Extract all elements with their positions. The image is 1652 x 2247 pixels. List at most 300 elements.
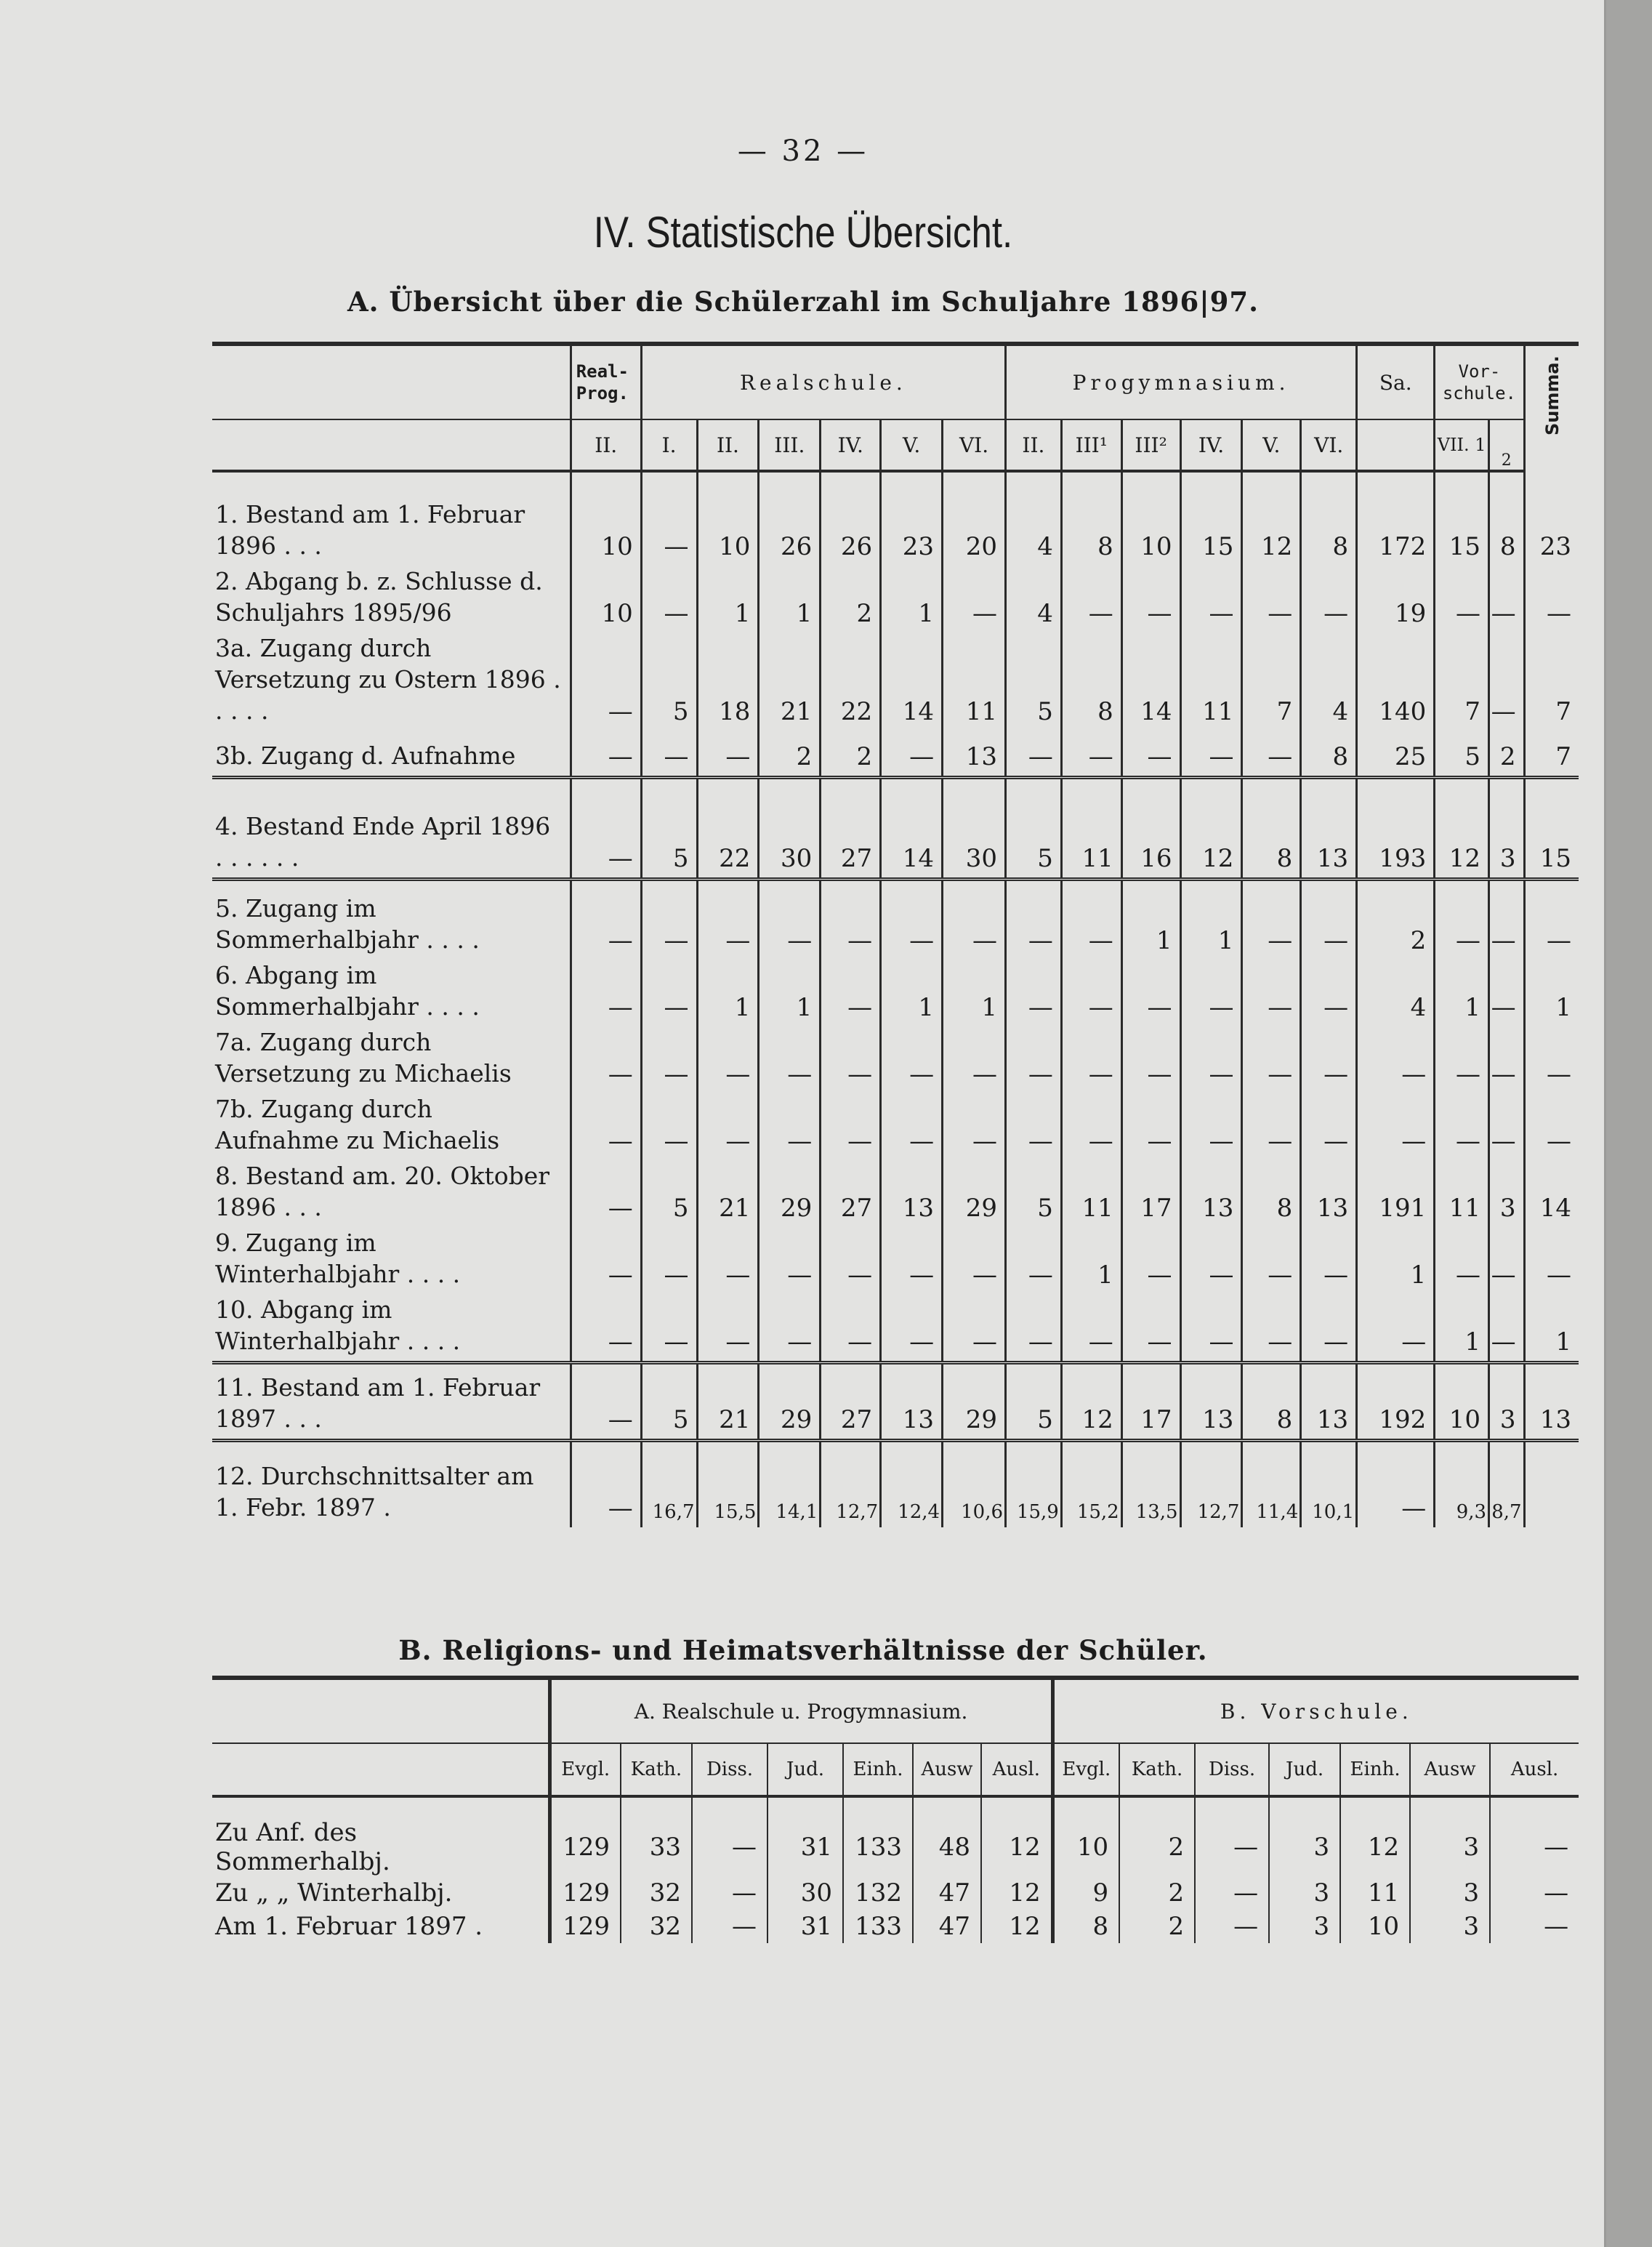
cell: — xyxy=(1195,1876,1269,1910)
cell: — xyxy=(1524,1227,1579,1294)
cell: — xyxy=(571,1160,641,1227)
cell: — xyxy=(1242,1093,1301,1160)
col-header: VII. 1 xyxy=(1435,419,1489,471)
group-summa xyxy=(1524,344,1579,471)
cell: 15 xyxy=(1524,777,1579,879)
cell: 15,9 xyxy=(1006,1440,1062,1527)
group-realprog: Real-Prog. xyxy=(571,344,641,419)
table-row xyxy=(212,879,1579,960)
cell: 3 xyxy=(1410,1796,1490,1876)
cell: 12 xyxy=(1435,777,1489,879)
cell: 2 xyxy=(1357,879,1435,960)
cell: — xyxy=(641,879,697,960)
section-b-heading: B. Religions- und Heimatsverhältnisse der Schüler. xyxy=(398,1634,1208,1666)
cell: — xyxy=(1180,1026,1242,1093)
cell: — xyxy=(1489,632,1525,731)
cell: — xyxy=(697,731,759,777)
group-header-row xyxy=(212,1678,1579,1743)
cell: 11,4 xyxy=(1242,1440,1301,1527)
col-header: II. xyxy=(571,419,641,471)
cell: 1 xyxy=(943,960,1006,1026)
cell: 7 xyxy=(1435,632,1489,731)
col-header: III¹ xyxy=(1061,419,1121,471)
cell: — xyxy=(1006,879,1062,960)
cell: 31 xyxy=(767,1796,843,1876)
cell: — xyxy=(1435,1093,1489,1160)
cell: 1 xyxy=(1061,1227,1121,1294)
cell: 1 xyxy=(1357,1227,1435,1294)
cell: 10 xyxy=(1435,1362,1489,1440)
cell: 2 xyxy=(759,731,821,777)
cell: 12,4 xyxy=(881,1440,943,1527)
cell: 7 xyxy=(1524,731,1579,777)
cell: 12 xyxy=(1340,1796,1410,1876)
cell: 26 xyxy=(759,471,821,566)
col-header: V. xyxy=(1242,419,1301,471)
pupil-count-table xyxy=(212,342,1579,1527)
col-header: II. xyxy=(1006,419,1062,471)
header-blank-2 xyxy=(212,1743,549,1796)
row-label: 10. Abgang im Winterhalbjahr . . . . xyxy=(215,1295,461,1355)
cell: — xyxy=(1006,1227,1062,1294)
cell: — xyxy=(1242,731,1301,777)
cell: 30 xyxy=(767,1876,843,1910)
cell: 3 xyxy=(1269,1910,1340,1943)
cell: 1 xyxy=(759,566,821,632)
cell: 13 xyxy=(1301,777,1357,879)
cell: — xyxy=(821,879,881,960)
cell: — xyxy=(1195,1796,1269,1876)
cell: 172 xyxy=(1357,471,1435,566)
table-row xyxy=(212,1796,1579,1876)
cell: 8 xyxy=(1301,471,1357,566)
cell: — xyxy=(881,879,943,960)
cell: 5 xyxy=(641,632,697,731)
col-header: Einh. xyxy=(1340,1743,1410,1796)
cell: 4 xyxy=(1006,566,1062,632)
cell: 12 xyxy=(1061,1362,1121,1440)
col-header: Diss. xyxy=(1195,1743,1269,1796)
cell: 12,7 xyxy=(1180,1440,1242,1527)
cell: — xyxy=(571,1440,641,1527)
col-header: III² xyxy=(1121,419,1180,471)
cell: — xyxy=(1121,1227,1180,1294)
cell: — xyxy=(641,471,697,566)
cell: 15 xyxy=(1180,471,1242,566)
cell: — xyxy=(1490,1876,1579,1910)
cell: — xyxy=(1006,731,1062,777)
cell: — xyxy=(1301,960,1357,1026)
cell: — xyxy=(759,1093,821,1160)
cell: 10,1 xyxy=(1301,1440,1357,1527)
cell: 7 xyxy=(1242,632,1301,731)
cell: 5 xyxy=(641,1362,697,1440)
row-label: 3b. Zugang d. Aufnahme xyxy=(215,741,516,770)
cell: — xyxy=(1490,1910,1579,1943)
cell: 15 xyxy=(1435,471,1489,566)
cell: — xyxy=(697,879,759,960)
cell: 133 xyxy=(843,1910,913,1943)
cell: — xyxy=(692,1876,767,1910)
cell: — xyxy=(881,1093,943,1160)
cell: — xyxy=(1121,1294,1180,1363)
cell: 2 xyxy=(1119,1796,1195,1876)
cell: — xyxy=(1524,1093,1579,1160)
cell: 2 xyxy=(1119,1910,1195,1943)
col-header: Jud. xyxy=(767,1743,843,1796)
cell: — xyxy=(821,1093,881,1160)
cell: — xyxy=(1006,1294,1062,1363)
group-a: A. Realschule u. Progymnasium. xyxy=(549,1678,1052,1743)
cell: 13 xyxy=(1180,1362,1242,1440)
cell: 29 xyxy=(759,1160,821,1227)
cell: — xyxy=(1489,1294,1525,1363)
cell: 47 xyxy=(913,1876,981,1910)
cell: — xyxy=(1357,1440,1435,1527)
cell: 5 xyxy=(641,777,697,879)
cell: 13 xyxy=(1524,1362,1579,1440)
cell: 16 xyxy=(1121,777,1180,879)
cell: — xyxy=(697,1227,759,1294)
col-header: Kath. xyxy=(621,1743,692,1796)
row-label: 9. Zugang im Winterhalbjahr . . . . xyxy=(215,1228,461,1288)
cell: — xyxy=(1301,879,1357,960)
cell: — xyxy=(571,731,641,777)
cell: 133 xyxy=(843,1796,913,1876)
cell: 1 xyxy=(881,960,943,1026)
table-row xyxy=(212,1876,1579,1910)
cell: — xyxy=(1061,1093,1121,1160)
cell: 31 xyxy=(767,1910,843,1943)
table-row xyxy=(212,632,1579,731)
cell: — xyxy=(571,960,641,1026)
cell: — xyxy=(881,731,943,777)
row-label: 8. Bestand am. 20. Oktober 1896 . . . xyxy=(215,1161,550,1221)
cell: — xyxy=(943,1227,1006,1294)
page-number: — 32 — xyxy=(737,134,869,168)
page-title: IV. Statistische Übersicht. xyxy=(593,208,1013,257)
col-header: II. xyxy=(697,419,759,471)
cell: 13 xyxy=(1180,1160,1242,1227)
cell: — xyxy=(571,1294,641,1363)
cell: — xyxy=(1242,879,1301,960)
row-label: 11. Bestand am 1. Februar 1897 . . . xyxy=(212,1362,571,1440)
table-row xyxy=(212,1227,1579,1294)
cell: 129 xyxy=(549,1796,621,1876)
cell: — xyxy=(759,1294,821,1363)
cell: — xyxy=(571,879,641,960)
cell: 3 xyxy=(1410,1910,1490,1943)
religion-table xyxy=(212,1676,1579,1943)
cell: 1 xyxy=(697,566,759,632)
cell: 17 xyxy=(1121,1160,1180,1227)
cell: 10,6 xyxy=(943,1440,1006,1527)
cell: 12 xyxy=(981,1796,1052,1876)
cell: 14 xyxy=(881,632,943,731)
table-row xyxy=(212,1440,1579,1527)
cell: 11 xyxy=(1435,1160,1489,1227)
cell: 11 xyxy=(1340,1876,1410,1910)
table-row xyxy=(212,566,1579,632)
cell: 10 xyxy=(571,471,641,566)
col-header: Einh. xyxy=(843,1743,913,1796)
cell: 129 xyxy=(549,1910,621,1943)
cell: 3 xyxy=(1269,1876,1340,1910)
cell: — xyxy=(1121,1093,1180,1160)
col-header: Ausl. xyxy=(981,1743,1052,1796)
cell: 4 xyxy=(1357,960,1435,1026)
table-row xyxy=(212,777,1579,879)
cell: 21 xyxy=(697,1160,759,1227)
cell: — xyxy=(1180,1294,1242,1363)
col-header: Ausl. xyxy=(1490,1743,1579,1796)
cell: — xyxy=(881,1026,943,1093)
cell: — xyxy=(1435,566,1489,632)
row-label: 1. Bestand am 1. Februar 1896 . . . xyxy=(215,500,525,560)
cell: — xyxy=(821,1026,881,1093)
cell: — xyxy=(1490,1796,1579,1876)
table-row xyxy=(212,1362,1579,1440)
cell: 8 xyxy=(1489,471,1525,566)
cell: 47 xyxy=(913,1910,981,1943)
cell: 12,7 xyxy=(821,1440,881,1527)
table-row xyxy=(212,1160,1579,1227)
col-header: Evgl. xyxy=(1052,1743,1119,1796)
cell: 1 xyxy=(1180,879,1242,960)
cell: 3 xyxy=(1489,1362,1525,1440)
cell: 2 xyxy=(1489,731,1525,777)
cell: 9,3 xyxy=(1435,1440,1489,1527)
cell xyxy=(1524,1440,1579,1527)
header-blank-2 xyxy=(212,419,571,471)
cell: — xyxy=(1301,1227,1357,1294)
cell: — xyxy=(943,879,1006,960)
cell: 1 xyxy=(881,566,943,632)
cell: — xyxy=(571,1093,641,1160)
cell: 5 xyxy=(1435,731,1489,777)
cell: 27 xyxy=(821,1160,881,1227)
cell: — xyxy=(1061,566,1121,632)
cell: 5 xyxy=(641,1160,697,1227)
col-header: IV. xyxy=(821,419,881,471)
cell: 22 xyxy=(697,777,759,879)
cell: 129 xyxy=(549,1876,621,1910)
cell: — xyxy=(697,1294,759,1363)
cell: 26 xyxy=(821,471,881,566)
cell: 2 xyxy=(1119,1876,1195,1910)
table-row xyxy=(212,960,1579,1026)
cell: — xyxy=(1489,879,1525,960)
cell: 132 xyxy=(843,1876,913,1910)
row-label: 12. Durchschnittsalter am 1. Febr. 1897 . xyxy=(212,1440,571,1527)
cell: 10 xyxy=(1340,1910,1410,1943)
row-label: 2. Abgang b. z. Schlusse d. Schuljahrs 1895/96 xyxy=(215,567,543,627)
cell: — xyxy=(1121,960,1180,1026)
cell: 8 xyxy=(1242,777,1301,879)
cell: 23 xyxy=(1524,471,1579,566)
cell: 1 xyxy=(697,960,759,1026)
group-b: B. Vorschule. xyxy=(1052,1678,1579,1743)
cell: — xyxy=(943,1026,1006,1093)
cell: 29 xyxy=(943,1362,1006,1440)
cell: — xyxy=(1301,566,1357,632)
cell: 1 xyxy=(1435,960,1489,1026)
col-header xyxy=(1357,419,1435,471)
cell: — xyxy=(821,1227,881,1294)
column-header-row xyxy=(212,1743,1579,1796)
cell: — xyxy=(692,1910,767,1943)
cell: — xyxy=(1242,566,1301,632)
cell: — xyxy=(641,731,697,777)
col-header: 2 xyxy=(1489,419,1525,471)
cell: 12 xyxy=(981,1910,1052,1943)
cell: — xyxy=(1121,731,1180,777)
row-label: 7a. Zugang durch Versetzung zu Michaelis xyxy=(215,1027,512,1088)
cell: 13 xyxy=(943,731,1006,777)
column-header-row xyxy=(212,419,1579,471)
cell: 192 xyxy=(1357,1362,1435,1440)
cell: — xyxy=(1524,1026,1579,1093)
cell: — xyxy=(1524,566,1579,632)
cell: — xyxy=(697,1093,759,1160)
cell: 3 xyxy=(1410,1876,1490,1910)
col-header: Diss. xyxy=(692,1743,767,1796)
cell: 1 xyxy=(759,960,821,1026)
cell: — xyxy=(1435,1026,1489,1093)
cell: 29 xyxy=(759,1362,821,1440)
cell: 8 xyxy=(1052,1910,1119,1943)
cell: — xyxy=(1061,1294,1121,1363)
cell: — xyxy=(1301,1026,1357,1093)
cell: — xyxy=(1180,566,1242,632)
cell: — xyxy=(641,1093,697,1160)
cell: — xyxy=(641,1227,697,1294)
col-header: Jud. xyxy=(1269,1743,1340,1796)
cell: 27 xyxy=(821,1362,881,1440)
cell: — xyxy=(1180,1093,1242,1160)
cell: — xyxy=(1121,1026,1180,1093)
cell: 16,7 xyxy=(641,1440,697,1527)
cell: 1 xyxy=(1435,1294,1489,1363)
col-header: I. xyxy=(641,419,697,471)
cell: 5 xyxy=(1006,632,1062,731)
table-row xyxy=(212,471,1579,566)
cell: 15,5 xyxy=(697,1440,759,1527)
col-header: III. xyxy=(759,419,821,471)
cell: — xyxy=(1489,1093,1525,1160)
cell: — xyxy=(1489,1026,1525,1093)
cell: 8 xyxy=(1301,731,1357,777)
col-header: Kath. xyxy=(1119,1743,1195,1796)
cell: 30 xyxy=(943,777,1006,879)
header-blank xyxy=(212,344,571,419)
cell: 8 xyxy=(1242,1160,1301,1227)
cell: 11 xyxy=(1061,777,1121,879)
cell: 2 xyxy=(821,566,881,632)
cell: — xyxy=(1180,960,1242,1026)
cell: — xyxy=(1435,879,1489,960)
cell: 13 xyxy=(1301,1160,1357,1227)
cell: — xyxy=(759,1227,821,1294)
cell: 18 xyxy=(697,632,759,731)
cell: — xyxy=(571,777,641,879)
cell: 20 xyxy=(943,471,1006,566)
cell: 11 xyxy=(1061,1160,1121,1227)
cell: — xyxy=(881,1227,943,1294)
col-header: Evgl. xyxy=(549,1743,621,1796)
cell: — xyxy=(943,1093,1006,1160)
cell: — xyxy=(1242,1026,1301,1093)
header-blank xyxy=(212,1678,549,1743)
cell: — xyxy=(1195,1910,1269,1943)
cell: 13,5 xyxy=(1121,1440,1180,1527)
cell: — xyxy=(692,1796,767,1876)
cell: — xyxy=(1061,879,1121,960)
cell: — xyxy=(1242,1227,1301,1294)
cell: 8 xyxy=(1061,632,1121,731)
cell: — xyxy=(1242,960,1301,1026)
cell: — xyxy=(1242,1294,1301,1363)
col-header: Ausw xyxy=(1410,1743,1490,1796)
col-header: IV. xyxy=(1180,419,1242,471)
cell: 8 xyxy=(1061,471,1121,566)
cell: 33 xyxy=(621,1796,692,1876)
cell: 13 xyxy=(1301,1362,1357,1440)
cell: 32 xyxy=(621,1876,692,1910)
row-label: Zu „ „ Winterhalbj. xyxy=(215,1878,453,1908)
col-header: VI. xyxy=(943,419,1006,471)
cell: 25 xyxy=(1357,731,1435,777)
cell: 30 xyxy=(759,777,821,879)
cell: 10 xyxy=(697,471,759,566)
table-row xyxy=(212,1026,1579,1093)
cell: — xyxy=(821,1294,881,1363)
col-header: V. xyxy=(881,419,943,471)
page-edge xyxy=(1606,0,1652,2247)
cell: — xyxy=(821,960,881,1026)
cell: 4 xyxy=(1301,632,1357,731)
cell: 12 xyxy=(1242,471,1301,566)
summa-label: Summa. xyxy=(1542,355,1563,435)
cell: — xyxy=(641,1294,697,1363)
cell: 27 xyxy=(821,777,881,879)
cell: 191 xyxy=(1357,1160,1435,1227)
cell: 3 xyxy=(1269,1796,1340,1876)
cell: — xyxy=(1357,1294,1435,1363)
cell: 8,7 xyxy=(1489,1440,1525,1527)
cell: 48 xyxy=(913,1796,981,1876)
cell: — xyxy=(759,1026,821,1093)
cell: 7 xyxy=(1524,632,1579,731)
cell: 9 xyxy=(1052,1876,1119,1910)
cell: 12 xyxy=(981,1876,1052,1910)
cell: 23 xyxy=(881,471,943,566)
row-label: Am 1. Februar 1897 . xyxy=(215,1912,483,1941)
row-label: 4. Bestand Ende April 1896 . . . . . . xyxy=(212,777,571,879)
cell: 5 xyxy=(1006,1362,1062,1440)
cell: 1 xyxy=(1121,879,1180,960)
col-header: Ausw xyxy=(913,1743,981,1796)
group-header-row xyxy=(212,344,1579,419)
cell: — xyxy=(1301,1294,1357,1363)
row-label: 5. Zugang im Sommerhalbjahr . . . . xyxy=(212,879,571,960)
row-label: 7b. Zugang durch Aufnahme zu Michaelis xyxy=(215,1094,500,1154)
cell: — xyxy=(1121,566,1180,632)
cell: — xyxy=(571,1227,641,1294)
cell: 21 xyxy=(759,632,821,731)
cell: — xyxy=(1357,1026,1435,1093)
cell: — xyxy=(1006,1093,1062,1160)
